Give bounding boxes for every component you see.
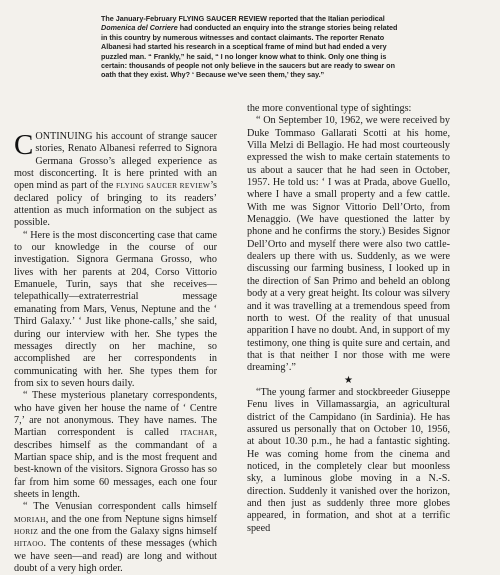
drop-cap: C — [14, 129, 34, 161]
left-column — [14, 129, 217, 575]
name-horiz: HORIZ — [14, 527, 39, 536]
intro-text-2: reported that the Italian periodical — [266, 14, 385, 23]
paragraph-grosso: “ Here is the most disconcerting case that came to our knowledge in the course of our investigation. Signora Germana Grosso, who lives with her parents at 204, Corso Vittorio Emanuele, Turin, says that she receives—telepathically—extraterrestrial message emanating from Mars, Venus, Neptune and the ‘ Third Galaxy.’ ‘ Just like phone-calls,’ she said, during our interview with her. She types the messages directly on her machine, so accomplished are her correspondents in communicating with her. She types them for from six to seven hours daily. — [14, 229, 217, 389]
right-column — [247, 103, 450, 534]
intro-paragraph — [101, 14, 399, 80]
magazine-name-inline: FLYING SAUCER REVIEW — [116, 181, 211, 191]
opening-text-a: ONTINUING his account of strange saucer stories, Renato Albanesi referred to Signora Germana Grosso’s alleged experience as most disconcerting. It is here printed with an open mind as part of the — [14, 131, 217, 192]
corr-text-a: “ These mysterious planetary correspondents, who have given her house the name of ‘ Centre 7,’ are not anonymous. They have names. The Martian correspondent is called — [14, 390, 217, 439]
opening-text-b: ’s declared policy of bringing to its readers’ attention as much information on the subject as possible. — [14, 180, 217, 229]
name-moriah: MORIAH — [14, 514, 46, 524]
intro-text-3: had conducted an enquiry into the strange stories being related in this country by numerous witnesses and contact claimants. The reporter Renato Albanesi had started his research in a sceptical frame of mind but had ended a very puzzled man. “ Frankly,” he said, “ I no longer know what to think. Only one thing is certain: thousands of people not only believe in the saucers but are ready to swear on oath that they exist. Why? ‘ Because we’ve seen them,’ they say.” — [101, 23, 398, 80]
paragraph-fenu: “The young farmer and stockbreeder Giuseppe Fenu lives in Villamassargia, an agricultural district of the Campidano (in Sardinia). He has assured us personally that on October 10, 1956, at about 10.30 p.m., he had a fantastic sighting. He was coming home from the cinema and noticed, in the completely clear but moonless sky, a luminous globe moving in a N.-S. direction. Suddenly it vanished over the horizon, and then just as suddenly three more globes appeared, in formation, and shot at a terrific speed — [247, 386, 450, 534]
paragraph-correspondents — [14, 390, 217, 501]
name-itachar: ITACHAR — [180, 428, 215, 438]
paragraph-scotti: “ On September 10, 1962, we were received by Duke Tommaso Gallarati Scotti at his home, Villa Melzi di Bellagio. He had most courteously expressed the wish to make certain statements to us about a saucer that he had seen in October, 1957. He told us: ‘ I was at Prada, above Guello, where I have a small property and a few cattle. With me was Signor Vittorio Dell’Orto, from Menaggio. (We have questioned the latter by phone and he confirms the story.) Besides Signor Dell’Orto and myself there were also two cattle-dealers up there with us. Suddenly, as we were discussing our farming business, I looked up in the direction of San Primo and beheld an oblong body at a very great height. Its colour was silvery and it was travelling at a tremendous speed from north to west. Of the reality of that unusual apparition I have no doubt. And, in support of my testimony, one thing is quite sure and certain, and that is that neither I nor those with me were dreaming’.” — [247, 115, 450, 374]
intro-text-1: The January-February — [101, 14, 179, 23]
opening-paragraph — [14, 131, 217, 230]
continuation-line: the more conventional type of sightings: — [247, 103, 412, 114]
ven-text-c: and the one from the Galaxy signs himself — [38, 526, 217, 537]
name-hitaoo: HITAOO — [14, 539, 44, 549]
magazine-name: FLYING SAUCER REVIEW — [178, 14, 267, 23]
corr-text-b: , describes himself as the commandant of a Martian space ship, and is the most frequent and best-known of the visitors. Signora Grosso has so far from him some 60 messages, each one four sheets in length. — [14, 427, 217, 500]
star-divider: ★ — [344, 374, 353, 386]
ven-text-d: . The contents of these messages (which we have seen—and read) are long and without doubt of a very high order. — [14, 538, 217, 575]
ven-text-a: “ The Venusian correspondent calls himself — [23, 501, 217, 513]
paragraph-venusian — [14, 501, 217, 575]
ven-text-b: , and the one from Neptune signs himself — [45, 513, 217, 525]
periodical-name: Domenica del Corriere — [101, 23, 178, 33]
